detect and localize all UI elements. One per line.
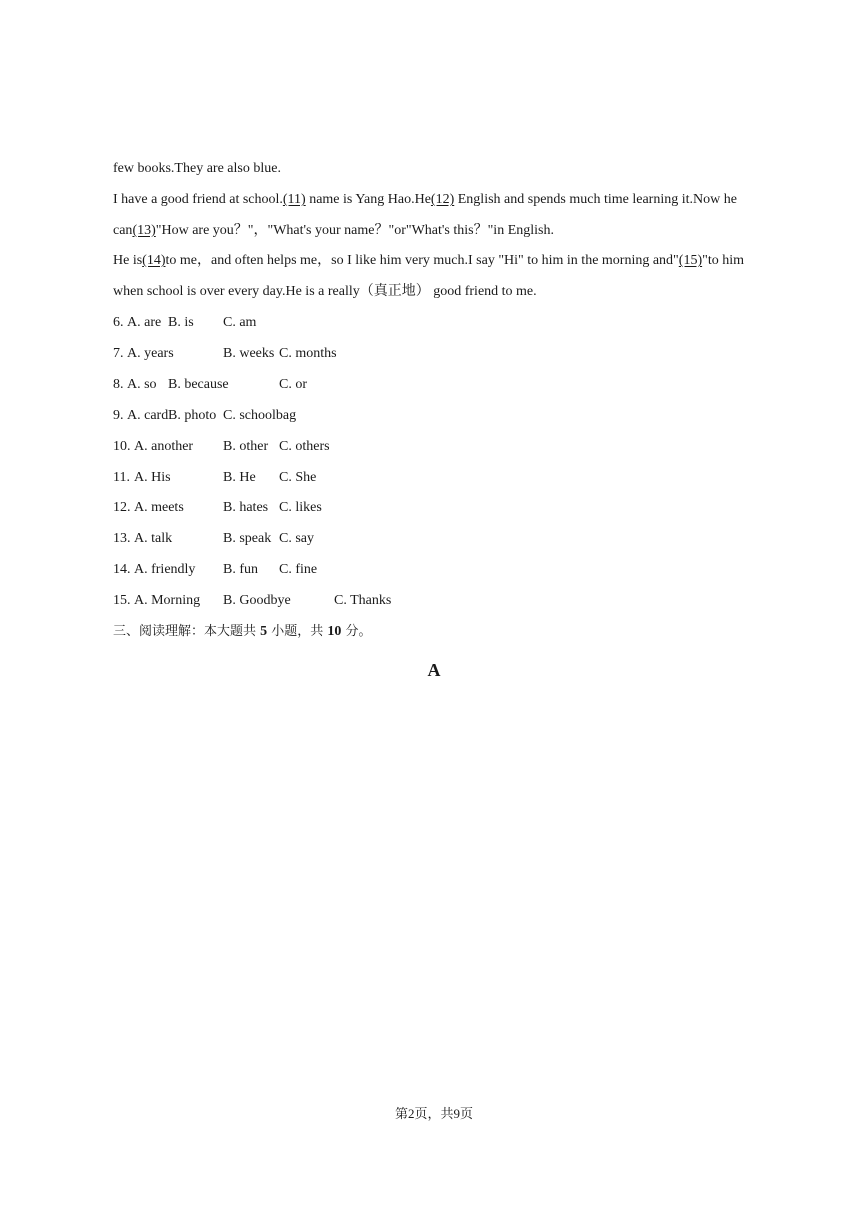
passage-text: I have a good friend at school. — [113, 192, 283, 207]
passage-text: "to him — [702, 253, 744, 268]
page-footer: 第2页，共9页 — [394, 1106, 473, 1121]
option-a: A. another — [134, 439, 194, 454]
question-number: 13. — [113, 531, 131, 546]
option-a: A. card — [127, 408, 169, 423]
passage-text: can — [113, 223, 133, 238]
option-c: C. She — [279, 470, 317, 485]
passage-line-3 — [113, 223, 554, 239]
question-number: 14. — [113, 562, 131, 577]
blank-15: (15) — [678, 253, 703, 268]
question-number: 15. — [113, 593, 131, 608]
option-a: A. friendly — [134, 562, 196, 577]
section-heading — [113, 624, 372, 640]
passage-line-1: few books.They are also blue. — [113, 161, 281, 176]
question-number: 9. — [113, 408, 124, 423]
option-c: C. fine — [279, 562, 318, 577]
option-a: A. talk — [134, 531, 173, 546]
option-c: C. am — [223, 315, 257, 330]
option-a: A. years — [127, 346, 174, 361]
passage-text: name is Yang Hao.He — [305, 192, 431, 207]
option-b: B. because — [168, 377, 229, 392]
option-b: B. He — [223, 470, 256, 485]
question-number: 8. — [113, 377, 124, 392]
blank-12: (12) — [430, 192, 455, 207]
passage-text: to me，and often helps me，so I like him very much.I say "Hi" to him in the morning and" — [165, 253, 679, 268]
option-b: B. speak — [223, 531, 272, 546]
question-number: 12. — [113, 500, 131, 515]
option-b: B. weeks — [223, 346, 275, 361]
option-b: B. other — [223, 439, 269, 454]
option-a: A. Morning — [134, 593, 201, 608]
question-number: 11. — [113, 470, 130, 485]
question-count: 5 — [260, 624, 268, 639]
option-c: C. others — [279, 439, 330, 454]
option-b: B. is — [168, 315, 194, 330]
passage-text: He is — [113, 253, 143, 268]
option-b: B. hates — [223, 500, 269, 515]
total-score: 10 — [327, 624, 342, 639]
option-c: C. schoolbag — [223, 408, 297, 423]
option-c: C. months — [279, 346, 337, 361]
section-heading-prefix: 三、阅读理解：本大题共 — [113, 624, 261, 639]
option-a: A. His — [134, 470, 171, 485]
option-b: B. fun — [223, 562, 258, 577]
option-a: A. meets — [134, 500, 184, 515]
question-number: 10. — [113, 439, 131, 454]
section-heading-suffix: 分。 — [341, 624, 372, 639]
question-number: 6. — [113, 315, 124, 330]
blank-13: (13) — [132, 223, 156, 238]
option-c: C. or — [279, 377, 307, 392]
option-a: A. are — [127, 315, 162, 330]
option-a: A. so — [127, 377, 157, 392]
passage-line-4 — [113, 253, 744, 269]
option-c: C. say — [279, 531, 314, 546]
option-b: B. photo — [168, 408, 217, 423]
blank-14: (14) — [142, 253, 166, 268]
section-heading-mid: 小题，共 — [267, 624, 328, 639]
passage-text: English and spends much time learning it.Now he — [454, 192, 737, 207]
option-c: C. likes — [279, 500, 322, 515]
option-c: C. Thanks — [334, 593, 392, 608]
passage-line-2 — [113, 192, 737, 208]
question-number: 7. — [113, 346, 124, 361]
option-b: B. Goodbye — [223, 593, 291, 608]
passage-line-5: when school is over every day.He is a really（真正地） good friend to me. — [113, 284, 537, 299]
blank-11: (11) — [282, 192, 306, 207]
passage-label: A — [427, 660, 441, 680]
passage-text: "How are you？"，"What's your name？"or"What's this？"in English. — [155, 223, 554, 238]
